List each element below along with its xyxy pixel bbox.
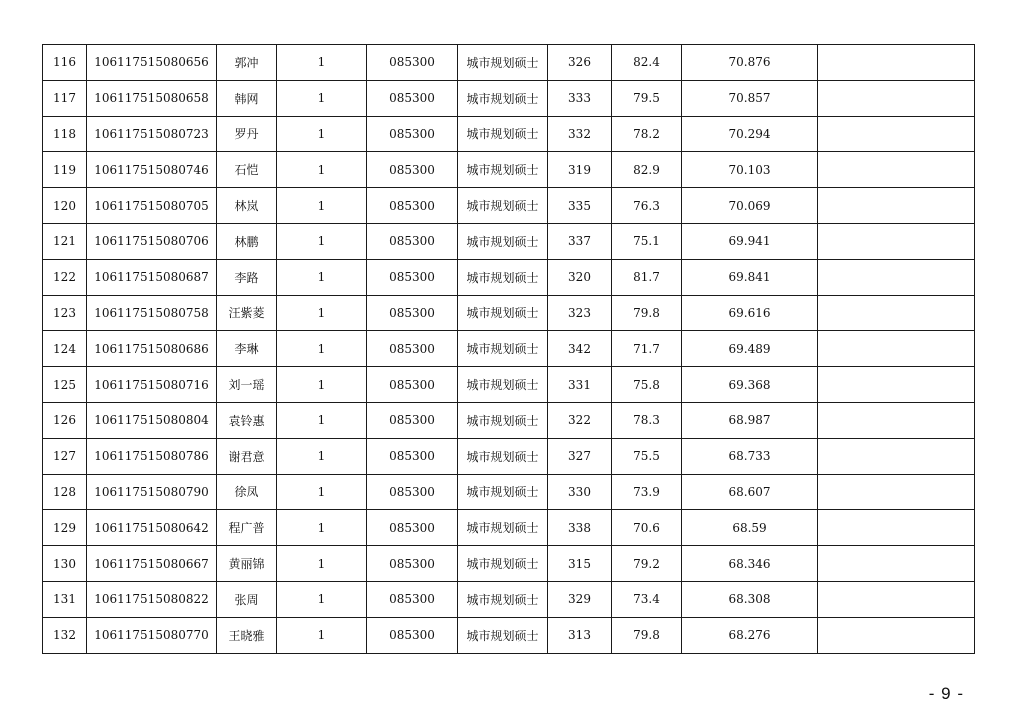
name-cell: 郭冲 [217, 45, 277, 81]
exam-id-cell: 106117515080642 [87, 510, 217, 546]
total-score-cell: 68.607 [682, 474, 818, 510]
name-cell: 罗丹 [217, 116, 277, 152]
remark-cell [818, 45, 975, 81]
initial-score-cell: 333 [548, 80, 612, 116]
retest-score-cell: 82.9 [612, 152, 682, 188]
remark-cell [818, 80, 975, 116]
total-score-cell: 68.276 [682, 617, 818, 653]
name-cell: 徐凤 [217, 474, 277, 510]
major-code-cell: 085300 [367, 367, 458, 403]
table-row [43, 152, 975, 188]
count-cell: 1 [277, 438, 367, 474]
score-table [42, 44, 975, 654]
remark-cell [818, 438, 975, 474]
retest-score-cell: 76.3 [612, 188, 682, 224]
major-name-cell: 城市规划硕士 [458, 188, 548, 224]
rank-cell: 123 [43, 295, 87, 331]
initial-score-cell: 330 [548, 474, 612, 510]
name-cell: 李路 [217, 259, 277, 295]
major-name-cell: 城市规划硕士 [458, 367, 548, 403]
retest-score-cell: 79.8 [612, 617, 682, 653]
major-code-cell: 085300 [367, 510, 458, 546]
remark-cell [818, 116, 975, 152]
rank-cell: 121 [43, 223, 87, 259]
count-cell: 1 [277, 295, 367, 331]
initial-score-cell: 332 [548, 116, 612, 152]
count-cell: 1 [277, 510, 367, 546]
exam-id-cell: 106117515080804 [87, 402, 217, 438]
name-cell: 李琳 [217, 331, 277, 367]
table-row [43, 331, 975, 367]
remark-cell [818, 367, 975, 403]
exam-id-cell: 106117515080706 [87, 223, 217, 259]
total-score-cell: 70.857 [682, 80, 818, 116]
retest-score-cell: 75.5 [612, 438, 682, 474]
count-cell: 1 [277, 188, 367, 224]
total-score-cell: 69.616 [682, 295, 818, 331]
name-cell: 刘一瑶 [217, 367, 277, 403]
major-name-cell: 城市规划硕士 [458, 581, 548, 617]
initial-score-cell: 313 [548, 617, 612, 653]
rank-cell: 130 [43, 546, 87, 582]
retest-score-cell: 79.8 [612, 295, 682, 331]
name-cell: 韩网 [217, 80, 277, 116]
remark-cell [818, 617, 975, 653]
major-name-cell: 城市规划硕士 [458, 45, 548, 81]
retest-score-cell: 78.3 [612, 402, 682, 438]
exam-id-cell: 106117515080716 [87, 367, 217, 403]
table-row [43, 617, 975, 653]
major-name-cell: 城市规划硕士 [458, 617, 548, 653]
total-score-cell: 68.987 [682, 402, 818, 438]
major-code-cell: 085300 [367, 617, 458, 653]
major-code-cell: 085300 [367, 80, 458, 116]
rank-cell: 127 [43, 438, 87, 474]
initial-score-cell: 329 [548, 581, 612, 617]
remark-cell [818, 402, 975, 438]
initial-score-cell: 342 [548, 331, 612, 367]
table-row [43, 474, 975, 510]
total-score-cell: 68.346 [682, 546, 818, 582]
remark-cell [818, 331, 975, 367]
major-name-cell: 城市规划硕士 [458, 116, 548, 152]
major-code-cell: 085300 [367, 223, 458, 259]
remark-cell [818, 581, 975, 617]
total-score-cell: 69.841 [682, 259, 818, 295]
count-cell: 1 [277, 116, 367, 152]
count-cell: 1 [277, 223, 367, 259]
initial-score-cell: 335 [548, 188, 612, 224]
table-row [43, 223, 975, 259]
initial-score-cell: 327 [548, 438, 612, 474]
initial-score-cell: 320 [548, 259, 612, 295]
major-code-cell: 085300 [367, 116, 458, 152]
total-score-cell: 69.941 [682, 223, 818, 259]
count-cell: 1 [277, 402, 367, 438]
table-row [43, 188, 975, 224]
table-row [43, 295, 975, 331]
total-score-cell: 68.733 [682, 438, 818, 474]
rank-cell: 122 [43, 259, 87, 295]
page-number: - 9 - [928, 684, 964, 703]
remark-cell [818, 259, 975, 295]
retest-score-cell: 75.1 [612, 223, 682, 259]
major-name-cell: 城市规划硕士 [458, 402, 548, 438]
rank-cell: 124 [43, 331, 87, 367]
count-cell: 1 [277, 152, 367, 188]
exam-id-cell: 106117515080770 [87, 617, 217, 653]
major-code-cell: 085300 [367, 402, 458, 438]
table-row [43, 402, 975, 438]
major-code-cell: 085300 [367, 438, 458, 474]
major-code-cell: 085300 [367, 259, 458, 295]
name-cell: 程广普 [217, 510, 277, 546]
rank-cell: 118 [43, 116, 87, 152]
rank-cell: 131 [43, 581, 87, 617]
table-row [43, 546, 975, 582]
table-row [43, 510, 975, 546]
major-name-cell: 城市规划硕士 [458, 223, 548, 259]
remark-cell [818, 152, 975, 188]
rank-cell: 120 [43, 188, 87, 224]
major-name-cell: 城市规划硕士 [458, 80, 548, 116]
table-row [43, 438, 975, 474]
table-row [43, 581, 975, 617]
remark-cell [818, 188, 975, 224]
rank-cell: 128 [43, 474, 87, 510]
major-name-cell: 城市规划硕士 [458, 546, 548, 582]
rank-cell: 116 [43, 45, 87, 81]
total-score-cell: 70.103 [682, 152, 818, 188]
name-cell: 石恺 [217, 152, 277, 188]
exam-id-cell: 106117515080822 [87, 581, 217, 617]
rank-cell: 126 [43, 402, 87, 438]
initial-score-cell: 337 [548, 223, 612, 259]
remark-cell [818, 510, 975, 546]
count-cell: 1 [277, 331, 367, 367]
remark-cell [818, 295, 975, 331]
exam-id-cell: 106117515080686 [87, 331, 217, 367]
table-row [43, 80, 975, 116]
count-cell: 1 [277, 581, 367, 617]
exam-id-cell: 106117515080656 [87, 45, 217, 81]
table-row [43, 259, 975, 295]
name-cell: 汪紫菱 [217, 295, 277, 331]
total-score-cell: 70.069 [682, 188, 818, 224]
remark-cell [818, 223, 975, 259]
exam-id-cell: 106117515080723 [87, 116, 217, 152]
retest-score-cell: 70.6 [612, 510, 682, 546]
retest-score-cell: 78.2 [612, 116, 682, 152]
major-code-cell: 085300 [367, 188, 458, 224]
name-cell: 林岚 [217, 188, 277, 224]
exam-id-cell: 106117515080687 [87, 259, 217, 295]
total-score-cell: 70.294 [682, 116, 818, 152]
exam-id-cell: 106117515080758 [87, 295, 217, 331]
major-name-cell: 城市规划硕士 [458, 152, 548, 188]
remark-cell [818, 546, 975, 582]
exam-id-cell: 106117515080658 [87, 80, 217, 116]
major-name-cell: 城市规划硕士 [458, 438, 548, 474]
major-name-cell: 城市规划硕士 [458, 259, 548, 295]
major-code-cell: 085300 [367, 152, 458, 188]
name-cell: 王晓雅 [217, 617, 277, 653]
table-row [43, 45, 975, 81]
count-cell: 1 [277, 80, 367, 116]
major-code-cell: 085300 [367, 295, 458, 331]
initial-score-cell: 315 [548, 546, 612, 582]
count-cell: 1 [277, 546, 367, 582]
major-code-cell: 085300 [367, 331, 458, 367]
name-cell: 张周 [217, 581, 277, 617]
initial-score-cell: 319 [548, 152, 612, 188]
count-cell: 1 [277, 367, 367, 403]
retest-score-cell: 79.2 [612, 546, 682, 582]
total-score-cell: 68.308 [682, 581, 818, 617]
major-code-cell: 085300 [367, 45, 458, 81]
exam-id-cell: 106117515080746 [87, 152, 217, 188]
major-name-cell: 城市规划硕士 [458, 474, 548, 510]
name-cell: 黄丽锦 [217, 546, 277, 582]
remark-cell [818, 474, 975, 510]
initial-score-cell: 326 [548, 45, 612, 81]
total-score-cell: 70.876 [682, 45, 818, 81]
total-score-cell: 69.368 [682, 367, 818, 403]
exam-id-cell: 106117515080667 [87, 546, 217, 582]
count-cell: 1 [277, 617, 367, 653]
initial-score-cell: 322 [548, 402, 612, 438]
name-cell: 谢君意 [217, 438, 277, 474]
major-name-cell: 城市规划硕士 [458, 510, 548, 546]
total-score-cell: 69.489 [682, 331, 818, 367]
table-row [43, 367, 975, 403]
initial-score-cell: 338 [548, 510, 612, 546]
retest-score-cell: 73.9 [612, 474, 682, 510]
major-code-cell: 085300 [367, 474, 458, 510]
exam-id-cell: 106117515080705 [87, 188, 217, 224]
initial-score-cell: 331 [548, 367, 612, 403]
major-name-cell: 城市规划硕士 [458, 295, 548, 331]
major-code-cell: 085300 [367, 546, 458, 582]
retest-score-cell: 81.7 [612, 259, 682, 295]
name-cell: 袁铃惠 [217, 402, 277, 438]
retest-score-cell: 82.4 [612, 45, 682, 81]
count-cell: 1 [277, 45, 367, 81]
name-cell: 林鹏 [217, 223, 277, 259]
table-row [43, 116, 975, 152]
retest-score-cell: 73.4 [612, 581, 682, 617]
count-cell: 1 [277, 474, 367, 510]
retest-score-cell: 79.5 [612, 80, 682, 116]
retest-score-cell: 71.7 [612, 331, 682, 367]
exam-id-cell: 106117515080786 [87, 438, 217, 474]
major-code-cell: 085300 [367, 581, 458, 617]
rank-cell: 132 [43, 617, 87, 653]
initial-score-cell: 323 [548, 295, 612, 331]
count-cell: 1 [277, 259, 367, 295]
rank-cell: 125 [43, 367, 87, 403]
rank-cell: 117 [43, 80, 87, 116]
exam-id-cell: 106117515080790 [87, 474, 217, 510]
total-score-cell: 68.59 [682, 510, 818, 546]
rank-cell: 119 [43, 152, 87, 188]
major-name-cell: 城市规划硕士 [458, 331, 548, 367]
rank-cell: 129 [43, 510, 87, 546]
retest-score-cell: 75.8 [612, 367, 682, 403]
table-body [43, 45, 975, 654]
